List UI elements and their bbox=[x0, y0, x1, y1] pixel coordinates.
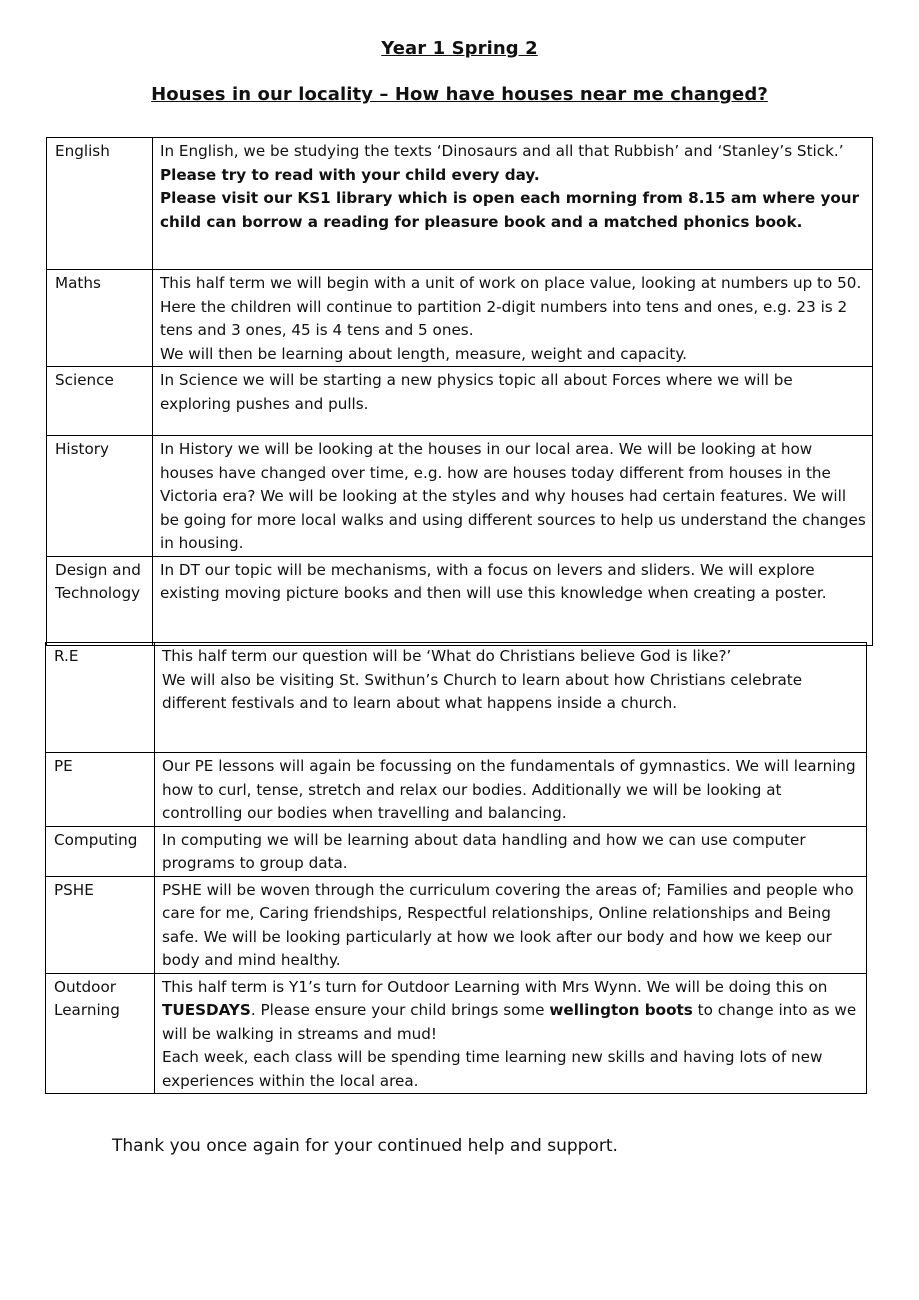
outdoor-text-part-1: This half term is Y1’s turn for Outdoor Learning with Mrs Wynn. We will be doing this on bbox=[162, 977, 828, 996]
row-outdoor-learning bbox=[46, 973, 867, 1094]
subject-pe: PE bbox=[46, 753, 155, 827]
curriculum-table-top bbox=[46, 137, 873, 646]
outdoor-text-2: Each week, each class will be spending time learning new skills and having lots of new experiences within the local area. bbox=[162, 1048, 823, 1090]
subject-re: R.E bbox=[46, 643, 155, 753]
content-design-technology: In DT our topic will be mechanisms, with a focus on levers and sliders. We will explore existing moving picture books and then will use this knowledge when creating a poster. bbox=[153, 556, 873, 645]
subject-outdoor-learning bbox=[46, 973, 155, 1094]
subject-dt-line-1: Design and bbox=[55, 560, 141, 579]
page-title: Year 1 Spring 2 bbox=[381, 38, 538, 59]
closing-message: Thank you once again for your continued help and support. bbox=[112, 1136, 618, 1156]
row-science bbox=[47, 367, 873, 436]
maths-text-1: This half term we will begin with a unit of work on place value, looking at numbers up to 50. Here the children will continue to partition 2-digit numbers into tens and ones, e.g. 23 is 2 tens and 3 ones, 45 is 4 tens and 5 ones. bbox=[160, 274, 862, 339]
re-text-2: We will also be visiting St. Swithun’s Church to learn about how Christians celebrate different festivals and to learn about what happens inside a church. bbox=[162, 670, 803, 712]
outdoor-day-emphasis: TUESDAYS bbox=[162, 1001, 251, 1019]
outdoor-text-part-2: . Please ensure your child brings some bbox=[250, 1001, 550, 1019]
subject-outdoor-line-1: Outdoor bbox=[54, 977, 117, 996]
subject-dt-line-2: Technology bbox=[55, 584, 141, 602]
content-outdoor-learning bbox=[155, 973, 867, 1094]
content-maths bbox=[153, 270, 873, 367]
subject-science: Science bbox=[47, 367, 153, 436]
outdoor-text-1 bbox=[162, 976, 860, 1047]
subject-maths: Maths bbox=[47, 270, 153, 367]
row-pe bbox=[46, 753, 867, 827]
english-library-note: Please visit our KS1 library which is open each morning from 8.15 am where your child can borrow a reading for pleasure book and a matched phonics book. bbox=[160, 189, 860, 231]
row-history bbox=[47, 436, 873, 557]
page-subtitle: Houses in our locality – How have houses near me changed? bbox=[151, 84, 768, 105]
content-english bbox=[153, 138, 873, 270]
maths-text-2: We will then be learning about length, measure, weight and capacity. bbox=[160, 344, 687, 363]
content-pe: Our PE lessons will again be focussing on the fundamentals of gymnastics. We will learning how to curl, tense, stretch and relax our bodies. Additionally we will be looking at controlling our bodies when travelling and balancing. bbox=[155, 753, 867, 827]
content-pshe: PSHE will be woven through the curriculum covering the areas of; Families and people who care for me, Caring friendships, Respectful relationships, Online relationships and Being safe. We will be looking particularly at how we look after our body and how we keep our body and mind healthy. bbox=[155, 876, 867, 973]
row-design-technology bbox=[47, 556, 873, 645]
content-computing: In computing we will be learning about data handling and how we can use computer programs to group data. bbox=[155, 826, 867, 876]
row-re bbox=[46, 643, 867, 753]
row-computing bbox=[46, 826, 867, 876]
outdoor-text-part-3: to change into as we will be walking in streams and mud! bbox=[162, 1001, 857, 1043]
curriculum-table-bottom bbox=[45, 642, 867, 1094]
content-re bbox=[155, 643, 867, 753]
english-reading-note: Please try to read with your child every day. bbox=[160, 165, 540, 184]
subject-pshe: PSHE bbox=[46, 876, 155, 973]
re-text-1: This half term our question will be ‘What do Christians believe God is like?’ bbox=[162, 647, 732, 665]
content-science: In Science we will be starting a new physics topic all about Forces where we will be exploring pushes and pulls. bbox=[153, 367, 873, 436]
subject-computing: Computing bbox=[46, 826, 155, 876]
content-history: In History we will be looking at the houses in our local area. We will be looking at how houses have changed over time, e.g. how are houses today different from houses in the Victoria era? We will be looking at the styles and why houses had certain features. We will be going for more local walks and using different sources to help us understand the changes in housing. bbox=[153, 436, 873, 557]
subject-design-technology bbox=[47, 556, 153, 645]
row-maths bbox=[47, 270, 873, 367]
row-english bbox=[47, 138, 873, 270]
row-pshe bbox=[46, 876, 867, 973]
subject-history: History bbox=[47, 436, 153, 557]
subject-english: English bbox=[47, 138, 153, 270]
outdoor-boots-emphasis: wellington boots bbox=[549, 1001, 693, 1019]
english-intro: In English, we be studying the texts ‘Dinosaurs and all that Rubbish’ and ‘Stanley’s Stick.’ bbox=[160, 142, 844, 160]
subject-outdoor-line-2: Learning bbox=[54, 1001, 120, 1019]
